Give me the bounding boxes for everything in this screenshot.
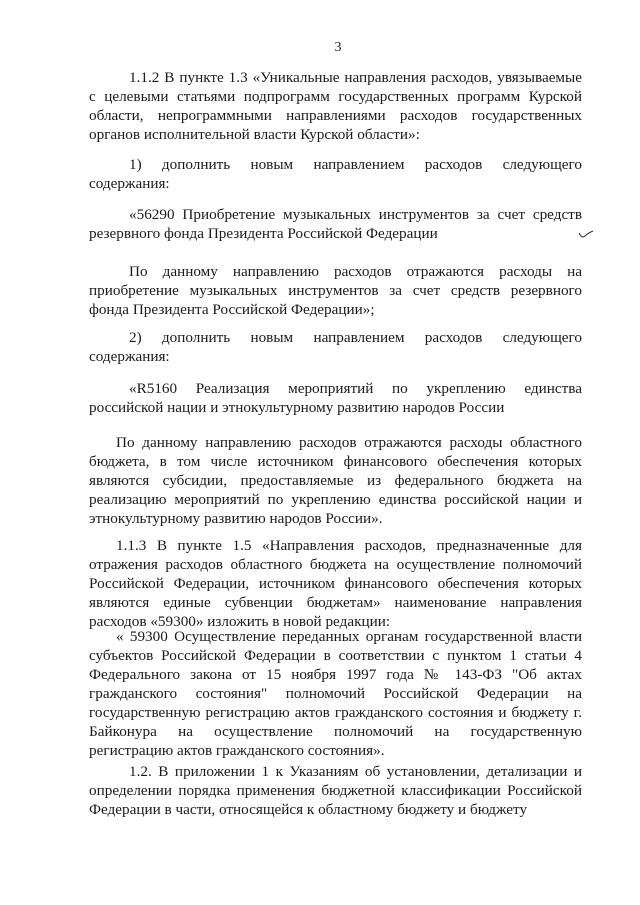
paragraph-r5160-title: «R5160 Реализация мероприятий по укреплению единства российской нации и этнокультурному развитию народов России [89, 380, 582, 416]
paragraph-1-1-2: 1.1.2 В пункте 1.3 «Уникальные направления расходов, увязываемые с целевыми статьями подпрограмм государственных программ Курской области, непрограммными направлениями расходов государственных органов исполнительной власти Курской области»: [89, 69, 582, 143]
paragraph-item-1: 1) дополнить новым направлением расходов следующего содержания: [89, 156, 582, 192]
paragraph-1-1-3: 1.1.3 В пункте 1.5 «Направления расходов, предназначенные для отражения расходов областного бюджета на осуществление полномочий Российской Федерации, источником финансового обеспечения которых являются единые субвенции бюджетам» наименование направления расходов «59300» изложить в новой редакции: [89, 537, 582, 630]
paragraph-1-2: 1.2. В приложении 1 к Указаниям об установлении, детализации и определении порядка применения бюджетной классификации Российской Федерации в части, относящейся к областному бюджету и бюджету [89, 763, 582, 818]
page-number: 3 [334, 40, 342, 55]
paragraph-item-2: 2) дополнить новым направлением расходов следующего содержания: [89, 329, 582, 365]
paragraph-56290-title: «56290 Приобретение музыкальных инструментов за счет средств резервного фонда Президента Российской Федерации [89, 206, 582, 242]
handwritten-checkmark-icon [578, 230, 594, 240]
paragraph-r5160-description: По данному направлению расходов отражаются расходы областного бюджета, в том числе источником финансового обеспечения которых являются субсидии, предоставляемые из федерального бюджета на реализацию мероприятий по укреплению единства российской нации и этнокультурному развитию народов России». [89, 434, 582, 527]
paragraph-59300-title: « 59300 Осуществление переданных органам государственной власти субъектов Российской Федерации в соответствии с пунктом 1 статьи 4 Федерального закона от 15 ноября 1997 года № 143-ФЗ "Об актах гражданского состояния" полномочий Российской Федерации на государственную регистрацию актов гражданского состояния и бюджету г. Байконура на осуществление полномочий на государственную регистрацию актов гражданского состояния». [89, 628, 582, 759]
paragraph-56290-description: По данному направлению расходов отражаются расходы на приобретение музыкальных инструментов за счет средств резервного фонда Президента Российской Федерации»; [89, 263, 582, 318]
